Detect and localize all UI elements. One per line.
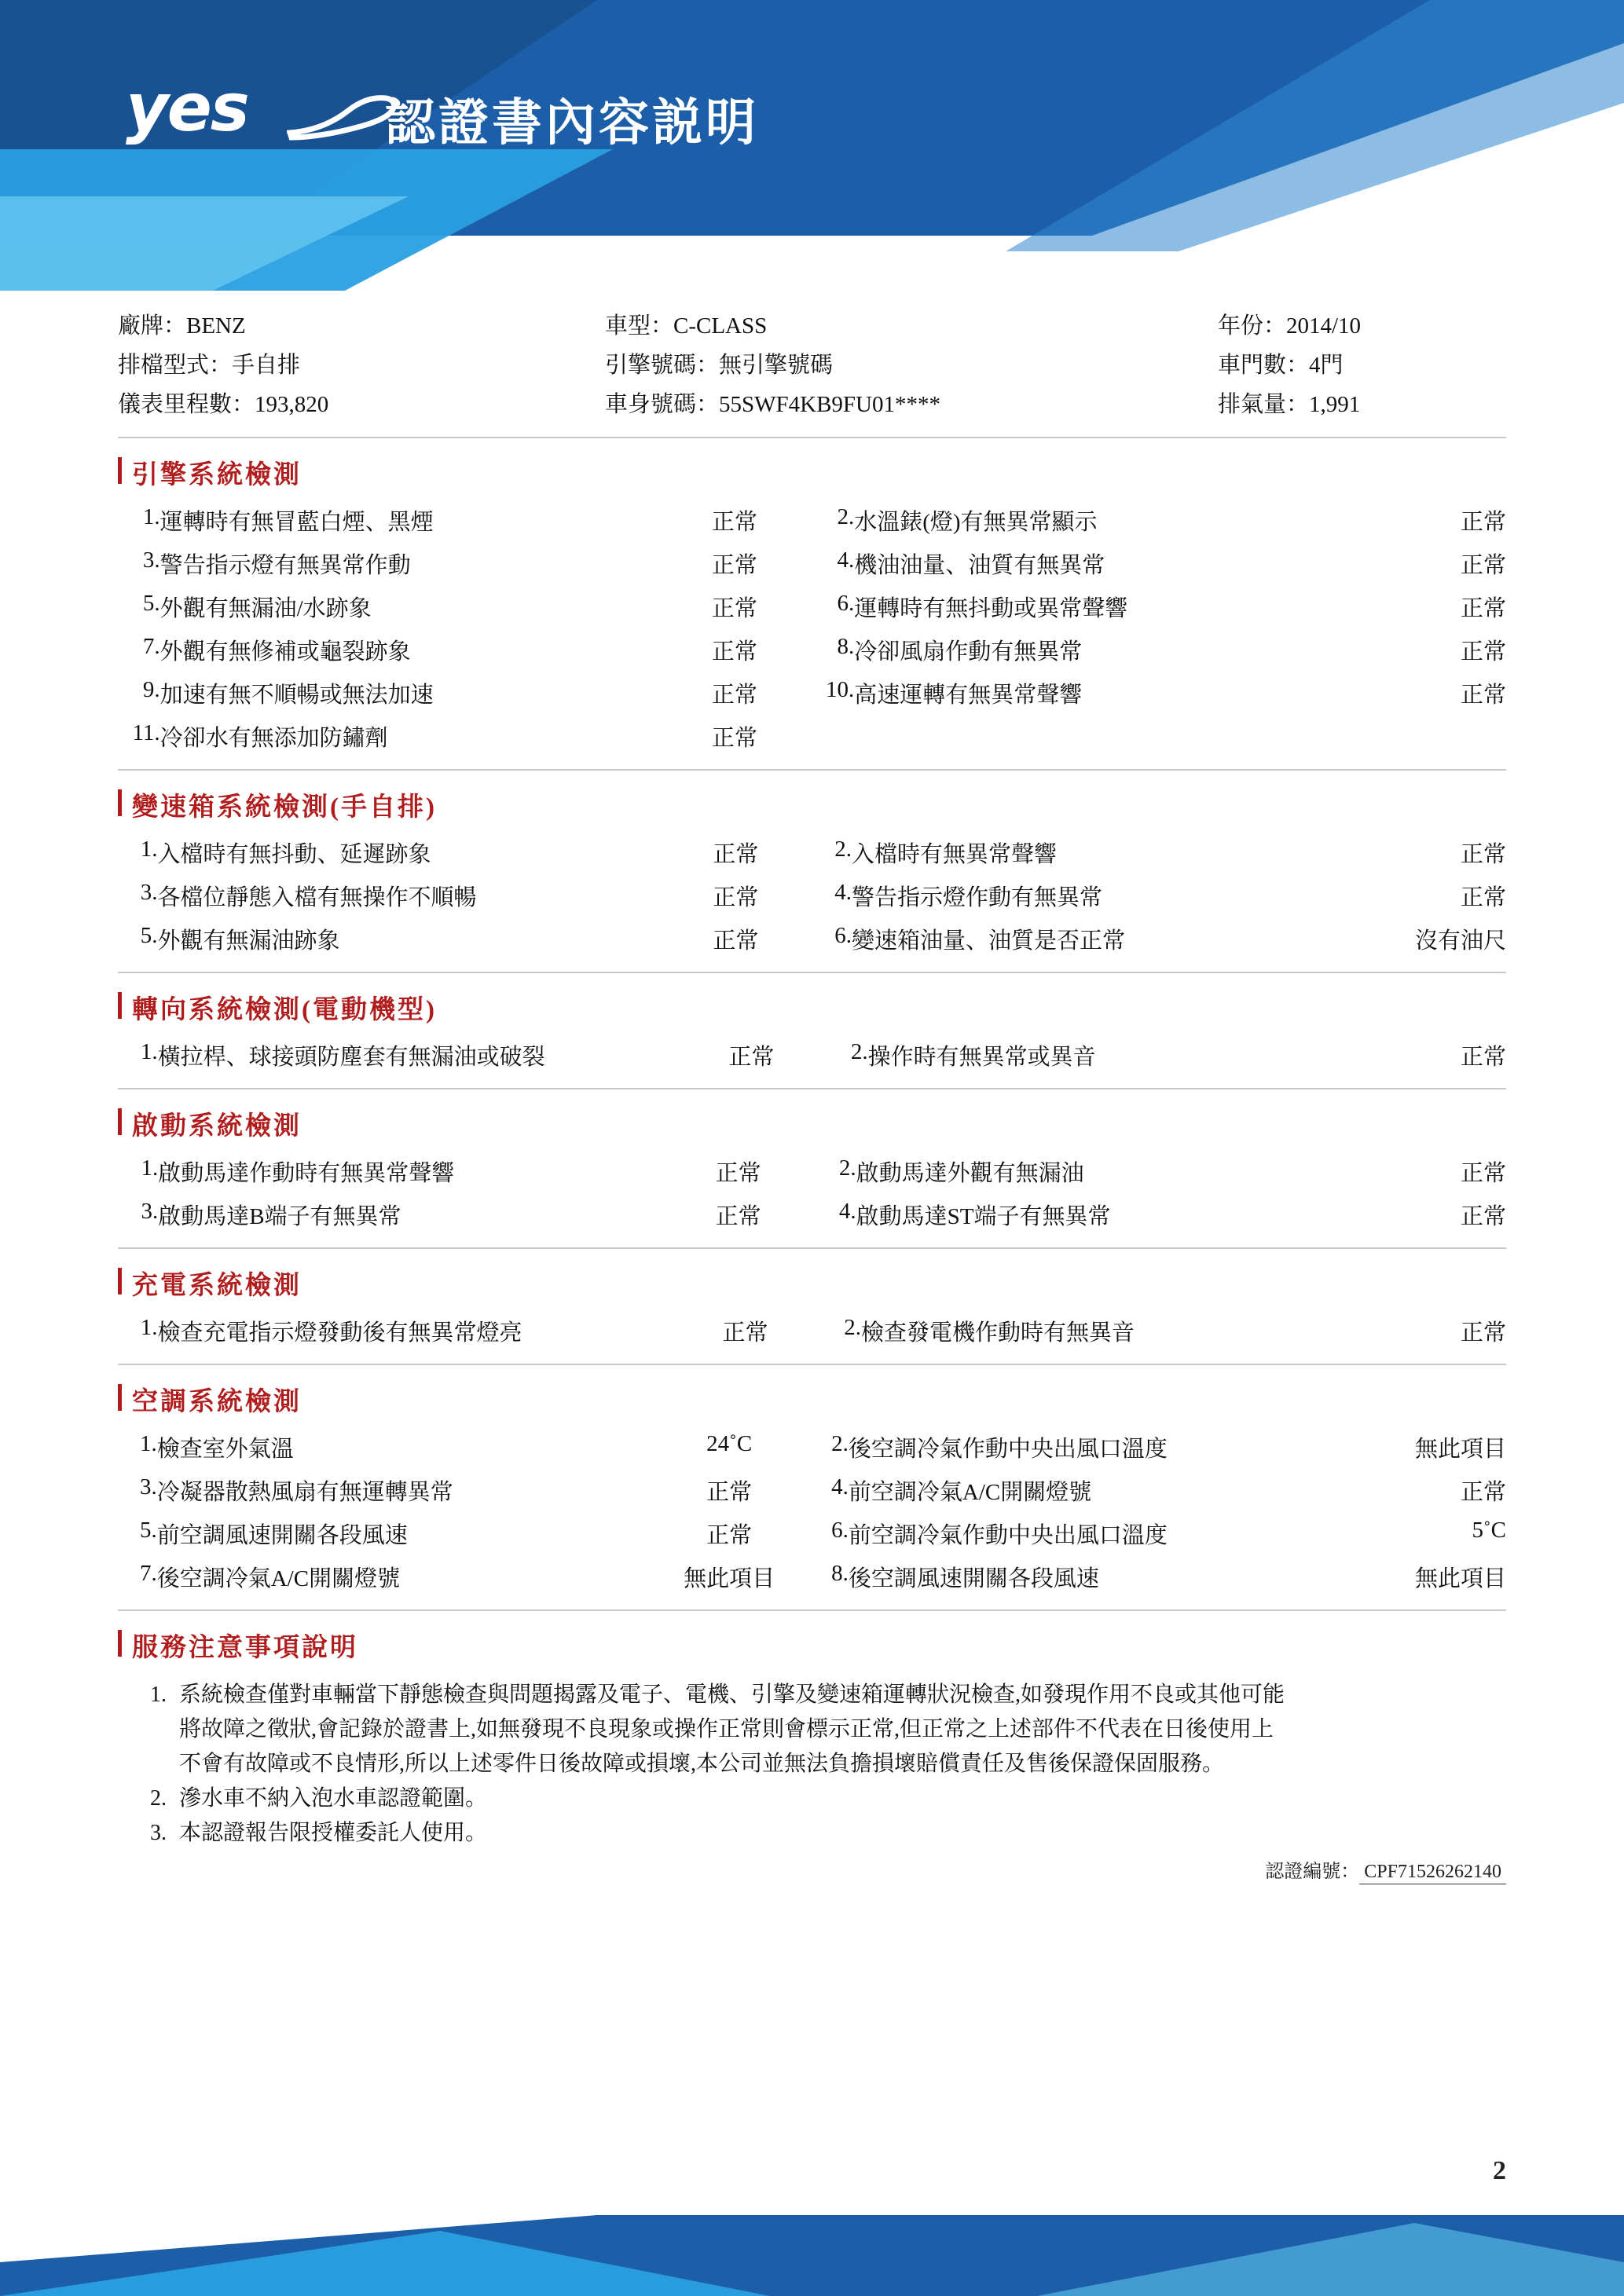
item-value: 正常	[1460, 596, 1506, 621]
item-label: 冷凝器散熱風扇有無運轉異常	[156, 1480, 453, 1505]
item-value: 5˚C	[1472, 1518, 1506, 1543]
table-row	[118, 1469, 1506, 1512]
item-number: 9.	[142, 677, 160, 702]
table-row	[118, 1150, 1506, 1193]
item-number: 2.	[844, 1315, 861, 1340]
table-row	[118, 672, 1506, 715]
item-value: 無此項目	[1414, 1566, 1506, 1591]
inspection-sections	[0, 438, 1624, 1611]
note-text	[179, 1782, 1506, 1816]
item-number: 3.	[140, 880, 158, 905]
note-line: 系統檢查僅對車輛當下靜態檢查與問題揭露及電子、電機、引擎及變速箱運轉狀況檢查,如發現作用不良或其他可能	[179, 1683, 1285, 1707]
item-label: 啟動馬達作動時有無異常聲響	[158, 1161, 455, 1186]
item-number: 10.	[825, 677, 855, 702]
item-value: 正常	[1460, 842, 1506, 867]
item-label	[854, 715, 1351, 758]
table-row	[118, 1309, 1506, 1353]
item-value: 正常	[1460, 1161, 1506, 1186]
note-line: 不會有故障或不良情形,所以上述零件日後故障或損壞,本公司並無法負擔損壞賠償責任及售後保證保固服務。	[179, 1752, 1225, 1776]
item-label: 冷卻風扇作動有無異常	[854, 639, 1083, 665]
item-label: 啟動馬達ST端子有無異常	[856, 1204, 1111, 1229]
item-label: 啟動馬達B端子有無異常	[158, 1204, 401, 1229]
item-number: 2.	[837, 504, 855, 529]
page-header	[0, 0, 1624, 291]
item-number: 3.	[139, 1474, 157, 1500]
note-item	[118, 1782, 1506, 1816]
item-label: 前空調冷氣A/C開關燈號	[848, 1480, 1092, 1505]
table-row	[118, 715, 1506, 758]
item-label: 水溫錶(燈)有無異常顯示	[854, 510, 1098, 535]
note-item	[118, 1678, 1506, 1782]
item-number: 3.	[142, 547, 160, 573]
item-number: 11.	[132, 720, 160, 745]
inspection-table	[118, 499, 1506, 758]
note-number: 1.	[150, 1683, 167, 1707]
section-title: 變速箱系統檢測(手自排)	[118, 771, 1506, 831]
item-label: 高速運轉有無異常聲響	[854, 683, 1083, 708]
inspection-table	[118, 1309, 1506, 1353]
inspection-section	[118, 1365, 1506, 1611]
item-number: 4.	[831, 1474, 849, 1500]
item-label: 啟動馬達外觀有無漏油	[856, 1161, 1084, 1186]
item-number: 8.	[831, 1561, 849, 1586]
item-number: 2.	[834, 837, 852, 862]
item-value: 正常	[1460, 1480, 1506, 1505]
item-value: 正常	[1460, 683, 1506, 708]
item-label: 後空調風速開關各段風速	[848, 1566, 1099, 1591]
note-item	[118, 1816, 1506, 1851]
item-value: 無此項目	[684, 1566, 775, 1591]
item-value: 正常	[711, 683, 757, 708]
item-value: 正常	[711, 726, 757, 751]
inspection-table	[118, 1034, 1506, 1077]
vehicle-info-col-2	[605, 306, 1218, 424]
item-number: 4.	[834, 880, 852, 905]
certificate-number	[118, 1855, 1506, 1883]
inspection-table	[118, 1150, 1506, 1236]
item-number: 5.	[140, 923, 158, 948]
item-value: 正常	[1460, 885, 1506, 910]
note-line: 將故障之徵狀,會記錄於證書上,如無發現不良現象或操作正常則會標示正常,但正常之上述部件不代表在日後使用上	[179, 1717, 1274, 1741]
yes-logo	[126, 69, 385, 161]
note-line: 滲水車不納入泡水車認證範圍。	[179, 1786, 488, 1811]
certificate-number-label: 認證編號：	[1265, 1862, 1360, 1882]
section-title: 空調系統檢測	[118, 1365, 1506, 1426]
item-label: 各檔位靜態入檔有無操作不順暢	[157, 885, 477, 910]
inspection-section	[118, 1249, 1506, 1365]
item-label: 外觀有無修補或龜裂跡象	[159, 639, 411, 665]
section-title: 轉向系統檢測(電動機型)	[118, 973, 1506, 1034]
item-value: 正常	[1460, 1045, 1506, 1070]
note-text	[179, 1816, 1506, 1851]
item-value: 正常	[1460, 639, 1506, 665]
page-number: 2	[1493, 2156, 1506, 2185]
item-value: 正常	[711, 553, 757, 578]
note-text	[179, 1678, 1506, 1782]
item-value: 正常	[706, 1480, 753, 1505]
item-value: 正常	[715, 1161, 761, 1186]
item-label: 運轉時有無抖動或異常聲響	[854, 596, 1128, 621]
page-footer	[0, 2215, 1624, 2296]
vehicle-doors: 車門數：4門	[1218, 353, 1344, 378]
item-value: 正常	[711, 596, 757, 621]
item-label: 入檔時有無異常聲響	[851, 842, 1057, 867]
table-row	[118, 1426, 1506, 1469]
inspection-section	[118, 771, 1506, 973]
vehicle-info	[118, 306, 1506, 438]
item-label: 後空調冷氣A/C開關燈號	[156, 1566, 401, 1591]
item-number: 2.	[831, 1431, 849, 1456]
car-swoosh-icon	[287, 89, 397, 145]
item-value: 正常	[706, 1523, 753, 1548]
table-row	[118, 585, 1506, 628]
item-number: 1.	[140, 1315, 158, 1340]
item-label: 加速有無不順暢或無法加速	[159, 683, 434, 708]
item-value	[1351, 715, 1506, 758]
vehicle-info-col-3	[1218, 306, 1501, 424]
item-value: 正常	[728, 1045, 775, 1070]
table-row	[118, 628, 1506, 672]
item-value: 24˚C	[706, 1431, 753, 1456]
item-label: 橫拉桿、球接頭防塵套有無漏油或破裂	[157, 1045, 545, 1070]
vehicle-info-col-1	[118, 306, 605, 424]
item-label: 警告指示燈有無異常作動	[159, 553, 411, 578]
table-row	[118, 1193, 1506, 1236]
item-label: 變速箱油量、油質是否正常	[851, 928, 1125, 954]
page-title: 認證書內容説明	[385, 93, 759, 152]
vehicle-brand: 廠牌：BENZ	[118, 313, 246, 339]
table-row	[118, 1034, 1506, 1077]
notes-list	[118, 1678, 1506, 1851]
item-number: 1.	[141, 1155, 159, 1181]
table-row	[118, 874, 1506, 917]
service-notes	[118, 1611, 1506, 1851]
vehicle-engine-no: 引擎號碼：無引擎號碼	[605, 353, 834, 378]
inspection-table	[118, 1426, 1506, 1598]
item-label: 運轉時有無冒藍白煙、黑煙	[159, 510, 434, 535]
item-value: 正常	[713, 842, 759, 867]
item-value: 無此項目	[1414, 1437, 1506, 1462]
item-number: 7.	[142, 634, 160, 659]
section-title: 啟動系統檢測	[118, 1089, 1506, 1150]
item-number: 8.	[837, 634, 855, 659]
item-number: 4.	[838, 1199, 856, 1224]
item-label: 外觀有無漏油跡象	[157, 928, 340, 954]
notes-title: 服務注意事項說明	[118, 1611, 1506, 1672]
item-number: 1.	[142, 504, 160, 529]
item-value: 正常	[1460, 1204, 1506, 1229]
vehicle-displacement: 排氣量：1,991	[1218, 392, 1361, 417]
note-line: 本認證報告限授權委託人使用。	[179, 1821, 488, 1845]
item-value: 正常	[711, 510, 757, 535]
item-number: 6.	[834, 923, 852, 948]
item-number: 1.	[140, 837, 158, 862]
logo-wordmark: yes	[126, 69, 248, 146]
item-value: 正常	[713, 885, 759, 910]
vehicle-year: 年份：2014/10	[1218, 313, 1362, 339]
inspection-section	[118, 438, 1506, 771]
section-title: 引擎系統檢測	[118, 438, 1506, 499]
note-number: 3.	[150, 1821, 167, 1845]
item-value: 正常	[1460, 510, 1506, 535]
item-value: 正常	[713, 928, 759, 954]
item-label: 外觀有無漏油/水跡象	[159, 596, 372, 621]
item-number: 1.	[139, 1431, 157, 1456]
certificate-number-value: CPF71526262140	[1359, 1862, 1506, 1884]
table-row	[118, 1512, 1506, 1555]
inspection-section	[118, 1089, 1506, 1249]
item-label: 檢查充電指示燈發動後有無異常燈亮	[157, 1320, 522, 1346]
item-number: 5.	[142, 591, 160, 616]
item-number: 7.	[139, 1561, 157, 1586]
item-number: 4.	[837, 547, 855, 573]
item-label: 前空調冷氣作動中央出風口溫度	[848, 1523, 1168, 1548]
vehicle-transmission: 排檔型式：手自排	[118, 353, 301, 378]
table-row	[118, 499, 1506, 542]
item-label: 後空調冷氣作動中央出風口溫度	[848, 1437, 1168, 1462]
item-label: 檢查發電機作動時有無異音	[861, 1320, 1135, 1346]
item-label: 警告指示燈作動有無異常	[851, 885, 1102, 910]
item-number	[812, 715, 854, 758]
item-value: 正常	[715, 1204, 761, 1229]
inspection-table	[118, 831, 1506, 961]
item-label: 入檔時有無抖動、延遲跡象	[157, 842, 431, 867]
item-value: 正常	[722, 1320, 768, 1346]
item-label: 操作時有無異常或異音	[867, 1045, 1096, 1070]
item-number: 6.	[837, 591, 855, 616]
section-title: 充電系統檢測	[118, 1249, 1506, 1309]
item-label: 檢查室外氣溫	[156, 1437, 294, 1462]
vehicle-model: 車型：C-CLASS	[605, 313, 768, 339]
item-value: 沒有油尺	[1414, 928, 1506, 954]
item-number: 2.	[850, 1039, 868, 1064]
item-label: 機油油量、油質有無異常	[854, 553, 1105, 578]
item-number: 6.	[831, 1518, 849, 1543]
document-body	[0, 291, 1624, 1883]
table-row	[118, 917, 1506, 961]
item-number: 2.	[838, 1155, 856, 1181]
inspection-section	[118, 973, 1506, 1089]
note-number: 2.	[150, 1786, 167, 1811]
table-row	[118, 1555, 1506, 1598]
vehicle-vin: 車身號碼：55SWF4KB9FU01****	[605, 392, 940, 417]
table-row	[118, 831, 1506, 874]
vehicle-mileage: 儀表里程數：193,820	[118, 392, 329, 417]
item-value: 正常	[1460, 1320, 1506, 1346]
item-label: 前空調風速開關各段風速	[156, 1523, 408, 1548]
item-value: 正常	[711, 639, 757, 665]
item-number: 1.	[140, 1039, 158, 1064]
item-number: 5.	[139, 1518, 157, 1543]
item-label: 冷卻水有無添加防鏽劑	[159, 726, 388, 751]
item-value: 正常	[1460, 553, 1506, 578]
table-row	[118, 542, 1506, 585]
item-number: 3.	[141, 1199, 159, 1224]
